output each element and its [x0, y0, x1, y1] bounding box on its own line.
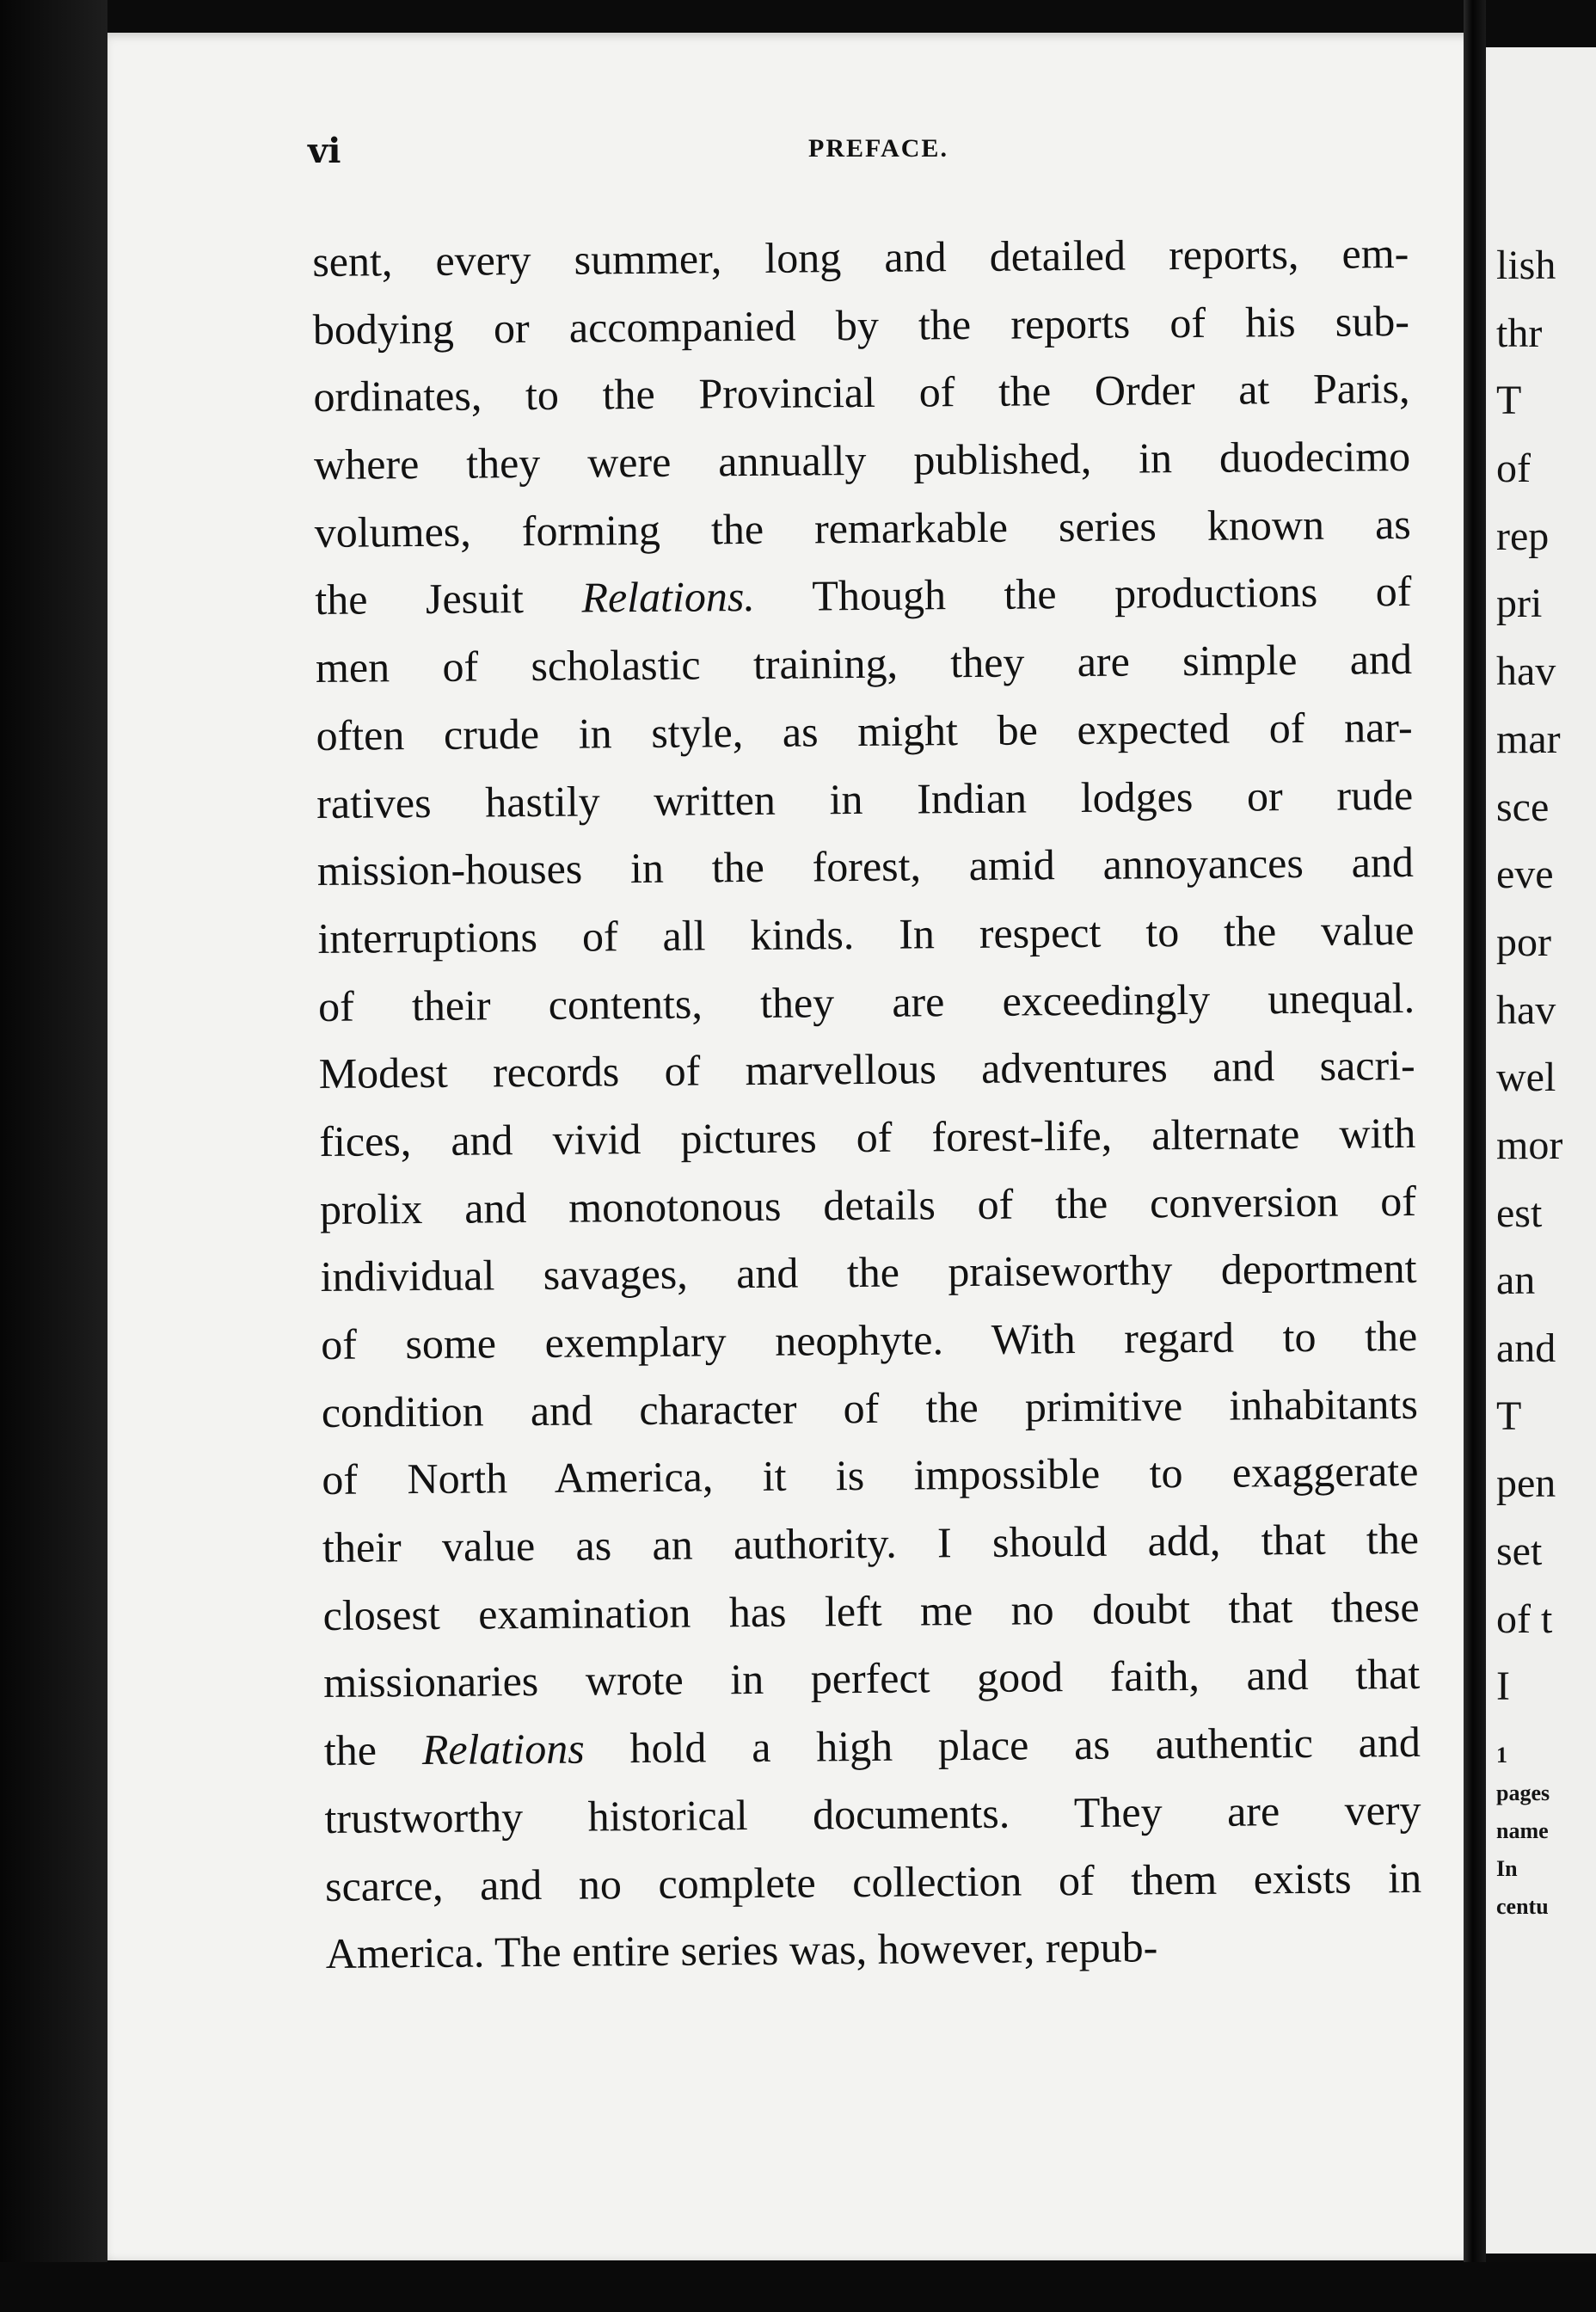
- facing-line-fragment: hav: [1496, 987, 1556, 1033]
- text-line: of North America, it is impossible to exaggerate: [322, 1447, 1419, 1504]
- running-title: PREFACE.: [808, 134, 948, 163]
- text-line: closest examination has left me no doubt that these: [322, 1582, 1420, 1639]
- footnote-gap: [1496, 1721, 1562, 1737]
- facing-line-fragment: lish: [1496, 243, 1556, 288]
- text-line: volumes, forming the remarkable series known as: [314, 499, 1411, 556]
- facing-line-fragment: pen: [1496, 1460, 1556, 1507]
- text-line: the Relations hold a high place as authentic and: [323, 1718, 1421, 1775]
- facing-footnote-fragment: name: [1496, 1818, 1549, 1844]
- text-line: bodying or accompanied by the reports of his sub-: [312, 296, 1410, 354]
- facing-line-fragment: eve: [1496, 852, 1554, 898]
- facing-footnote-fragment: pages: [1496, 1780, 1550, 1806]
- facing-line-fragment: thr: [1496, 310, 1543, 356]
- text-line: condition and character of the primitive inhabitants: [321, 1379, 1418, 1436]
- text-line: mission-houses in the forest, amid annoyances and: [316, 838, 1415, 895]
- text-line: Modest records of marvellous adventures and sacri-: [318, 1041, 1415, 1098]
- facing-line-fragment: T: [1496, 378, 1522, 424]
- text-line: of their contents, they are exceedingly unequal.: [317, 973, 1415, 1030]
- text-line: often crude in style, as might be expected of nar-: [316, 702, 1413, 759]
- facing-line-fragment: T: [1496, 1393, 1522, 1439]
- facing-line-fragment: wel: [1496, 1055, 1556, 1101]
- facing-line-fragment: an: [1496, 1257, 1536, 1304]
- facing-line-fragment: pri: [1496, 581, 1543, 627]
- running-head: [198, 127, 1376, 179]
- text-line: of some exemplary neophyte. With regard to the: [320, 1311, 1418, 1368]
- italic-title: Relations: [421, 1724, 585, 1774]
- facing-line-fragment: rep: [1496, 513, 1550, 559]
- facing-line-fragment: sce: [1496, 784, 1550, 830]
- facing-line-fragment: I: [1496, 1663, 1510, 1710]
- italic-title: Relations.: [581, 572, 756, 622]
- text-line: ratives hastily written in Indian lodges or rude: [316, 770, 1414, 827]
- facing-line-fragment: set: [1496, 1528, 1543, 1575]
- facing-line-fragment: of: [1496, 446, 1531, 492]
- text-line: men of scholastic training, they are simple and: [315, 635, 1413, 692]
- text-line: missionaries wrote in perfect good faith, and that: [323, 1650, 1421, 1707]
- facing-footnote-fragment: 1: [1496, 1743, 1507, 1768]
- facing-line-fragment: mor: [1496, 1122, 1563, 1168]
- page-number: vi: [308, 131, 341, 171]
- facing-line-fragment: por: [1496, 919, 1551, 965]
- book-page-right: [1481, 47, 1596, 2254]
- text-line: sent, every summer, long and detailed reports, em-: [312, 228, 1409, 286]
- text-line: interruptions of all kinds. In respect to the value: [317, 905, 1415, 962]
- facing-line-fragment: mar: [1496, 716, 1561, 762]
- book-gutter: [1464, 0, 1486, 2312]
- text-line: prolix and monotonous details of the conversion of: [319, 1176, 1417, 1233]
- scan-border-left: [0, 0, 107, 2312]
- text-line: ordinates, to the Provincial of the Order at Paris,: [313, 364, 1410, 421]
- facing-line-fragment: hav: [1496, 649, 1556, 695]
- text-line: individual savages, and the praiseworthy deportment: [320, 1244, 1417, 1301]
- text-line: the Jesuit Relations. Though the productions of: [315, 567, 1412, 624]
- scan-border-bottom: [0, 2262, 1596, 2312]
- text-line: their value as an authority. I should add, that the: [322, 1515, 1420, 1572]
- text-line: fices, and vivid pictures of forest-life, alternate with: [319, 1108, 1416, 1165]
- preface-body-text: [312, 219, 1422, 1988]
- facing-line-fragment: and: [1496, 1325, 1556, 1371]
- text-line: trustworthy historical documents. They are very: [324, 1785, 1421, 1842]
- text-line: America. The entire series was, however, repub-: [325, 1922, 1158, 1978]
- text-line: where they were annually published, in duodecimo: [313, 432, 1411, 489]
- facing-line-fragment: est: [1496, 1190, 1543, 1236]
- text-line: scarce, and no complete collection of them exists in: [324, 1853, 1422, 1910]
- facing-footnote-fragment: centu: [1496, 1894, 1549, 1920]
- facing-footnote-fragment: In: [1496, 1856, 1518, 1882]
- facing-line-fragment: of t: [1496, 1596, 1553, 1642]
- facing-page-text: [1496, 232, 1562, 1926]
